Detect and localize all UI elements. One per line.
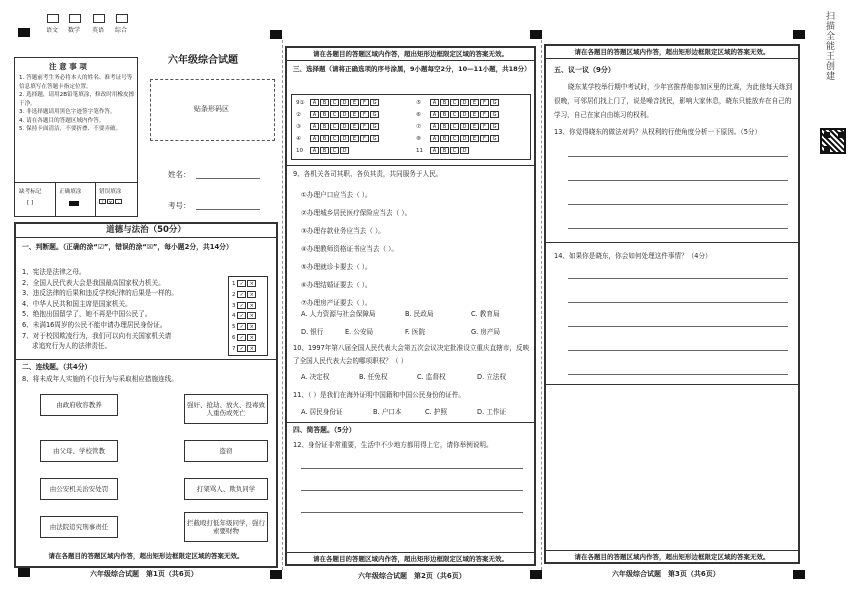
match-left-4[interactable]: 由法院追究刑事责任 [40,516,118,538]
q9-option: D. 银行 [301,328,324,336]
answer-line[interactable] [301,468,523,469]
match-left-1[interactable]: 由政府收容教养 [40,394,118,416]
choice-bubble[interactable]: D [340,111,349,118]
choice-row-label: 11 [416,148,423,154]
choice-bubble[interactable]: E [350,111,359,118]
judge-row[interactable]: 3 ✓ × [232,301,264,312]
scanner-watermark: 扫描全能王 创建 [826,12,836,82]
part1-heading: 一、判断题。（正确的涂“☑”，错误的涂“☒”，每小题2分，共14分） [22,243,233,251]
choice-bubble[interactable]: B [440,123,449,130]
subject-checkbox[interactable] [116,14,128,23]
judge-item: 1、宪法是法律之母。 [22,268,86,276]
answer-line[interactable] [568,374,788,375]
choice-bubble[interactable]: G [490,99,499,106]
judge-row[interactable]: 4 ✓ × [232,311,264,322]
wrong-fill-examples: / × · [99,199,123,205]
notice-item: 4. 请在各题目的答题区域内作答。 [19,117,105,124]
q9-item: ①办理户口应当去（ ）。 [301,191,372,199]
choice-bubble[interactable]: F [480,123,489,130]
registration-mark [793,570,805,579]
match-right-2[interactable]: 盗窃 [184,440,268,462]
divider [546,242,798,243]
q9-item: ④办理教师资格证书应当去（ ）。 [301,245,399,253]
q9-option: F. 医院 [405,328,426,336]
choice-row[interactable] [416,147,470,155]
match-right-3[interactable]: 打架骂人、欺负同学 [184,478,268,500]
answer-area-banner: 请在各题目的答题区域内作答，超出矩形边框限定区域的答案无效。 [287,552,534,563]
divider [287,422,534,423]
answer-line[interactable] [568,350,788,351]
choice-bubble[interactable]: A [430,123,439,130]
q12-text: 12、身份证非常重要，生活中不少地方都用得上它，请你举例说明。 [293,441,493,449]
choice-row[interactable] [416,111,500,119]
fold-line [541,40,542,570]
answer-line[interactable] [568,180,788,181]
choice-bubble[interactable]: D [340,99,349,106]
choice-bubble[interactable]: B [320,135,329,142]
qr-code-icon [820,128,846,154]
choice-bubble[interactable]: C [450,135,459,142]
q14-text: 14、如果你是晓东，你会如何处理这件事情？（4分） [554,252,712,260]
choice-bubble[interactable]: D [460,111,469,118]
choice-bubble[interactable]: A [310,99,319,106]
part2-question: 8、将未成年人实施的不良行为与采取相应措施连线。 [22,375,178,383]
answer-area-banner: 请在各题目的答题区域内作答，超出矩形边框限定区域的答案无效。 [546,46,798,59]
choice-row[interactable] [296,123,380,131]
match-left-2[interactable]: 由父母、学校管教 [40,440,118,462]
choice-bubble[interactable]: B [440,135,449,142]
absent-box[interactable]: [ ] [27,200,34,206]
choice-row[interactable] [416,135,500,143]
judge-row[interactable]: 7 ✓ × [232,344,264,355]
match-left-3[interactable]: 由公安机关治安处罚 [40,478,118,500]
judge-item: 2、全国人民代表大会是我国最高国家权力机关。 [22,278,165,287]
judge-row[interactable]: 6 ✓ × [232,333,264,344]
choice-bubble[interactable]: B [320,111,329,118]
choice-bubble[interactable]: F [480,111,489,118]
choice-row-label: ⑦ [416,124,421,130]
notice-item: 2. 选择题，请用2B铅笔填涂，修改时用橡皮擦干净。 [19,92,135,107]
section-title: 道德与法治（50分） [106,225,186,235]
registration-mark [793,30,805,39]
q11-option: D. 工作证 [477,408,507,416]
q11-option: C. 护照 [425,408,447,416]
choice-row[interactable] [296,135,380,143]
judge-row[interactable]: 2 ✓ × [232,290,264,301]
registration-mark [18,568,30,577]
choice-bubble[interactable]: E [350,123,359,130]
q13-text: 13、你觉得晓东的做法对吗？从权利的行使角度分析一下原因。（5分） [554,128,762,136]
divider [16,359,276,360]
choice-bubble[interactable]: A [430,147,439,154]
judge-row[interactable]: 1 ✓ × [232,279,264,290]
name-label: 姓名： [168,170,191,179]
choice-bubble[interactable]: G [490,123,499,130]
choice-bubble[interactable]: F [360,135,369,142]
page2-panel [285,46,536,566]
q10-option: C. 监督权 [417,373,446,381]
judge-item: 7、对于校园欺凌行为，我们可以向有关国家机关请 [22,331,172,340]
choice-bubble[interactable]: F [360,99,369,106]
notice-item: 3. 非选择题请用黑色字迹签字笔作答。 [19,109,116,115]
registration-mark [530,570,542,579]
fold-line [282,40,283,570]
choice-bubble[interactable]: C [330,99,339,106]
answer-line[interactable] [568,156,788,157]
part2-heading: 二、连线题。（共4分） [22,363,92,371]
choice-bubble[interactable]: B [440,111,449,118]
judge-item: 4、中华人民共和国主席是国家机关。 [22,299,132,308]
page-footer: 六年级综合试题 第2页（共6页） [358,572,466,580]
answer-line[interactable] [568,326,788,327]
name-field[interactable] [196,178,260,179]
choice-row-label: ④ [296,136,301,142]
q9-list [301,186,411,312]
answer-line[interactable] [568,302,788,303]
q11-text: 11、（ ）是我们在海外证明中国籍和中国公民身份的证件。 [293,391,466,399]
registration-mark [18,28,30,37]
choice-bubble[interactable]: B [320,99,329,106]
choice-bubble[interactable]: E [350,135,359,142]
judge-item: 6、未满16周岁的公民不能申请办理居民身份证。 [22,320,167,329]
choice-row-label: ⑥ [416,112,421,118]
subject-checkbox[interactable] [93,14,105,23]
divider [287,165,534,166]
answer-line[interactable] [568,278,788,279]
answer-area-banner: 请在各题目的答题区域内作答，超出矩形边框限定区域的答案无效。 [48,552,244,560]
answer-area-banner: 请在各题目的答题区域内作答，超出矩形边框限定区域的答案无效。 [546,550,798,561]
choice-bubble[interactable]: B [440,147,449,154]
judge-item: 3、违反法律的后果和违反学校纪律的后果是一样的。 [22,289,178,298]
barcode-label: 贴条形码区 [194,105,229,113]
choice-bubble[interactable]: G [490,135,499,142]
choice-bubble[interactable]: B [440,99,449,106]
choice-answer-grid [291,94,531,160]
q9-intro: 9、各机关各司其职、各负其责，共同服务于人民。 [293,170,443,178]
choice-bubble[interactable]: E [470,135,479,142]
answer-area-banner: 请在各题目的答题区域内作答，超出矩形边框限定区域的答案无效。 [287,48,534,61]
choice-bubble[interactable]: B [320,123,329,130]
subject-label: 数学 [68,27,81,34]
q10-option: A. 决定权 [301,373,330,381]
registration-mark [530,30,542,39]
choice-bubble[interactable]: E [470,111,479,118]
choice-bubble[interactable]: D [340,147,349,154]
notice-list [19,74,135,134]
choice-row-label: ⑤ [416,100,421,106]
filled-example [69,201,79,206]
q9-option: G. 房产局 [471,328,501,336]
q9-item: ②办理城乡居民医疗保险应当去（ ）。 [301,209,412,217]
choice-bubble[interactable]: G [370,111,379,118]
choice-bubble[interactable]: G [370,99,379,106]
choice-bubble[interactable]: A [310,111,319,118]
q11-option: A. 居民身份证 [301,408,343,416]
morality-section [14,222,278,568]
q10-option: B. 任免权 [359,373,388,381]
page-footer: 六年级综合试题 第1页（共6页） [90,570,198,578]
passage: 晓东某学校举行期中考试时，少年宫推荐他参加区里的比赛，为此他每天练到很晚，可邻居们找上门了，说是噪音扰民，影响大家休息，晓东只能放弃在自己的学习，自己在家自由练习的权利。 [554,83,793,119]
choice-bubble[interactable]: C [330,123,339,130]
answer-line[interactable] [301,490,523,491]
match-right-4[interactable]: 拦截殴打低年级同学，强行索要财物 [184,512,268,542]
answer-line[interactable] [568,228,788,229]
choice-bubble[interactable]: D [460,147,469,154]
choice-bubble[interactable]: A [430,111,439,118]
part5-heading: 五、议一议（9分） [554,66,615,74]
section-header [16,224,276,238]
choice-bubble[interactable]: A [310,147,319,154]
exam-no-field[interactable] [196,209,260,210]
choice-bubble[interactable]: F [480,135,489,142]
choice-bubble[interactable]: C [330,135,339,142]
choice-bubble[interactable]: E [350,99,359,106]
subject-label: 综合 [115,27,128,34]
notice-panel [14,57,138,217]
choice-row[interactable] [416,123,500,131]
q10-text: 10、1997年第八届全国人民代表大会第五次会议决定批准设立重庆直辖市，反映了全国人民代表大会的哪项职权？（ ） [293,344,530,365]
q9-option: E. 公安局 [345,328,374,336]
part4-heading: 四、简答题。（5分） [293,426,356,434]
wrong-fill-label: 错误填涂 [99,189,122,195]
choice-bubble[interactable]: C [450,147,459,154]
q10-option: D. 立法权 [477,373,507,381]
choice-bubble[interactable]: G [370,123,379,130]
choice-bubble[interactable]: C [450,99,459,106]
registration-mark [270,570,282,579]
part1-list [22,267,237,352]
choice-row-label: ② [296,112,301,118]
choice-bubble[interactable]: C [450,123,459,130]
exam-no-label: 考号： [168,201,191,210]
choice-bubble[interactable]: F [360,111,369,118]
match-right-1[interactable]: 强奸、抢劫、放火、投毒致人重伤或死亡 [184,394,268,424]
q9-item: ③办理存款业务应当去（ ）。 [301,227,385,235]
q9-item: ⑥办理结婚证要去（ ）。 [301,281,372,289]
answer-line[interactable] [568,204,788,205]
answer-line[interactable] [301,512,523,513]
subject-label: 英语 [92,27,105,34]
q9-option: B. 民政局 [405,310,434,318]
exam-title: 六年级综合试题 [168,55,238,66]
judge-item: 求追究行为人的法律责任。 [32,342,112,351]
divider [546,384,798,385]
choice-row-label: 10 [296,148,303,154]
choice-row[interactable] [296,111,380,119]
barcode-area [150,79,275,141]
choice-row-label: ③ [296,124,301,130]
judge-item: 5、绝抱出国留学了，她不再是中国公民了。 [22,310,152,319]
choice-bubble[interactable]: D [460,99,469,106]
subject-checkbox[interactable] [69,14,81,23]
fill-legend [15,182,137,216]
q9-option: C. 教育局 [471,310,500,318]
choice-bubble[interactable]: D [460,123,469,130]
page3-panel [544,44,800,564]
q9-option: A. 人力资源与社会保障局 [301,310,376,318]
notice-title: 注 意 事 项 [49,62,87,71]
absent-label: 缺考标记 [19,189,42,195]
choice-bubble[interactable]: C [450,111,459,118]
part3-heading: 三、选择题（请将正确选项的序号涂黑，9小题每空2分，10—11小题，共18分） [293,65,531,73]
choice-bubble[interactable]: G [370,135,379,142]
choice-row[interactable] [296,99,380,107]
notice-item: 5. 保持卡面清洁，不要折叠、不要弄破。 [19,126,122,132]
choice-row-label: 9① [296,100,305,106]
notice-item: 1. 答题前考生务必将本人的姓名、准考证号等信息填写在答题卡指定位置。 [19,75,133,90]
choice-bubble[interactable]: E [470,99,479,106]
q11-option: B. 户口本 [373,408,402,416]
q9-item: ⑤办理就诊卡要去（ ）。 [301,263,372,271]
judge-row[interactable]: 5 ✓ × [232,322,264,333]
choice-bubble[interactable]: A [310,123,319,130]
registration-mark [270,30,282,39]
choice-bubble[interactable]: E [470,123,479,130]
choice-bubble[interactable]: D [340,135,349,142]
judge-answer-grid [228,276,268,356]
subject-checkbox[interactable] [47,14,59,23]
q9-item: ⑦办理房产证要去（ ）。 [301,299,372,307]
correct-fill-label: 正确填涂 [59,189,82,195]
choice-row[interactable] [296,147,350,155]
choice-bubble[interactable]: D [340,123,349,130]
choice-bubble[interactable]: C [330,147,339,154]
choice-bubble[interactable]: G [490,111,499,118]
choice-bubble[interactable]: F [360,123,369,130]
subject-selector [44,14,144,36]
choice-bubble[interactable]: B [320,147,329,154]
choice-bubble[interactable]: C [330,111,339,118]
choice-bubble[interactable]: F [480,99,489,106]
choice-bubble[interactable]: A [310,135,319,142]
page-footer: 六年级综合试题 第3页（共6页） [612,570,720,578]
choice-bubble[interactable]: A [430,99,439,106]
choice-bubble[interactable]: A [430,135,439,142]
choice-bubble[interactable]: D [460,135,469,142]
choice-row-label: ⑧ [416,136,421,142]
subject-label: 语文 [46,27,59,34]
choice-row[interactable] [416,99,500,107]
